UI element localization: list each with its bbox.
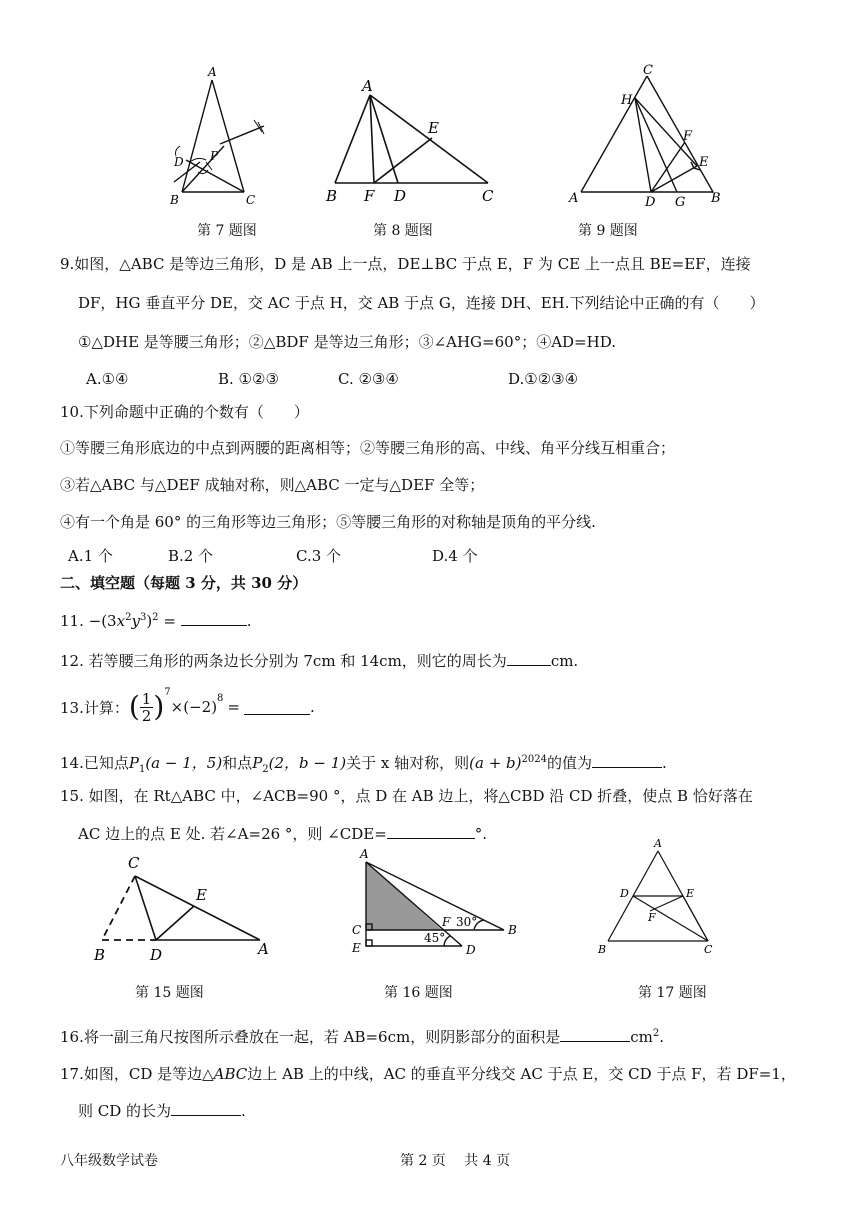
fig9-label-f: F: [683, 129, 693, 144]
q14-p2-coords: (2，b − 1): [268, 754, 347, 772]
fig16-label-f: F: [442, 915, 451, 929]
fig16-angle-45: 45°: [424, 931, 446, 945]
q13-fraction: [140, 691, 154, 724]
q11-y: y: [131, 612, 140, 630]
q13-exp7: 7: [164, 687, 171, 698]
q16-text: 16.将一副三角尺按图所示叠放在一起，若 AB=6cm，则阴影部分的面积是: [60, 1028, 561, 1046]
q10-line1: 10.下列命题中正确的个数有（ ）: [60, 403, 309, 421]
q13-prefix: 13.计算：: [60, 698, 129, 717]
q17-line1: [60, 1063, 796, 1084]
q10-option-b[interactable]: B.2 个: [168, 547, 214, 565]
fig16-label-b: B: [508, 923, 517, 937]
fig7-label-a: A: [208, 65, 217, 79]
q10-option-c[interactable]: C.3 个: [296, 547, 342, 565]
fig17-label-e: E: [686, 887, 695, 900]
footer-page: 第 2 页 共 4 页: [400, 1153, 511, 1169]
q14-sum: (a + b): [469, 754, 522, 772]
q10-line4: ④有一个角是 60° 的三角形等边三角形；⑤等腰三角形的对称轴是顶角的平分线.: [60, 513, 596, 531]
fig9-label-g: G: [675, 195, 686, 210]
fig15-label-b: B: [94, 946, 106, 964]
q13-eq: =: [227, 698, 240, 716]
fig8-label-c: C: [482, 187, 494, 205]
section-2-title: 二、填空题（每题 3 分，共 30 分）: [60, 574, 308, 592]
fig16-caption: 第 16 题图: [384, 985, 453, 1001]
fig8-label-a: A: [362, 77, 373, 95]
q14-prefix: 14.已知点: [60, 754, 129, 772]
q14-p1-coords: (a − 1，5): [145, 754, 223, 772]
q14: 14.已知点$P_1(a - 1$，5)和点$P_2(2$，b − 1)关于 x 轴对称，则$(a + b)^{2024}$的值为 .: [60, 754, 667, 775]
q10-line3: ③若△ABC 与△DEF 成轴对称，则△ABC 一定与△DEF 全等；: [60, 476, 485, 494]
fig15-caption: 第 15 题图: [135, 985, 204, 1001]
q17-line2-tail: .: [241, 1102, 246, 1120]
q11-number: 11.: [60, 612, 84, 630]
q14-p1-sub: 1: [138, 764, 146, 775]
q16-answer-blank[interactable]: [560, 1026, 630, 1042]
q16-unit-exp: 2: [652, 1028, 660, 1039]
q9-option-a[interactable]: A.①④: [86, 370, 129, 388]
fig15-label-e: E: [196, 886, 207, 904]
figure-16: [344, 842, 524, 967]
q15-line2-text: AC 边上的点 E 处. 若∠A=26 °，则 ∠CDE=: [78, 825, 387, 843]
fig15-label-c: C: [128, 854, 140, 872]
q14-exp: 2024: [521, 754, 547, 765]
q11-expr-prefix: −(3: [88, 612, 117, 630]
figure-8: [320, 75, 500, 210]
fig8-caption: 第 8 题图: [373, 223, 433, 239]
q11-x: x: [116, 612, 126, 630]
fig8-label-e: E: [428, 119, 439, 137]
fig9-caption: 第 9 题图: [578, 223, 638, 239]
fig7-label-p: P: [210, 149, 219, 163]
q13-numerator: 1: [141, 689, 152, 708]
q12-text: 12. 若等腰三角形的两条边长分别为 7cm 和 14cm，则它的周长为: [60, 652, 507, 670]
fig8-label-b: B: [326, 187, 338, 205]
q17-line1-a: 17.如图，CD 是等边△: [60, 1065, 214, 1083]
figure-15: [88, 850, 278, 970]
fig9-label-a: A: [569, 191, 579, 206]
q12-unit: cm.: [550, 652, 579, 670]
q16: [60, 1026, 664, 1047]
fig15-label-a: A: [258, 940, 269, 958]
q10-line2: ①等腰三角形底边的中点到两腰的距离相等；②等腰三角形的高、中线、角平分线互相重合；: [60, 439, 676, 457]
q14-p2: P: [252, 754, 263, 772]
figure-7: [160, 62, 280, 212]
q9-option-b[interactable]: B. ①②③: [218, 370, 279, 388]
q9-option-c[interactable]: C. ②③④: [338, 370, 399, 388]
q11-x-exp: 2: [125, 612, 132, 623]
fig9-label-d: D: [645, 195, 656, 210]
q10-option-d[interactable]: D.4 个: [432, 547, 478, 565]
figure-9: [565, 62, 735, 212]
q14-p1: P: [128, 754, 139, 772]
q13-times: ×(−2): [170, 698, 218, 716]
fig17-label-b: B: [598, 943, 607, 956]
fig9-label-c: C: [643, 63, 653, 78]
q14-after: 关于 x 轴对称，则: [346, 754, 470, 772]
q13-answer-blank[interactable]: [244, 699, 310, 715]
fig17-label-d: D: [620, 887, 629, 900]
q17-answer-blank[interactable]: [171, 1100, 241, 1116]
fig9-label-b: B: [711, 191, 721, 206]
fig8-label-f: F: [364, 187, 375, 205]
fig17-label-a: A: [654, 837, 662, 850]
fig7-label-d: D: [174, 155, 184, 169]
q9-option-d[interactable]: D.①②③④: [508, 370, 579, 388]
fig15-label-d: D: [150, 946, 163, 964]
fig16-label-c: C: [352, 923, 362, 937]
fig8-label-d: D: [394, 187, 407, 205]
q15-line2-tail: °.: [474, 825, 488, 843]
fig17-caption: 第 17 题图: [638, 985, 707, 1001]
q17-line1-abc: ABC: [213, 1065, 248, 1083]
q11: 11. $-(3x^2y^3)^2$ = .: [60, 612, 252, 630]
fig16-angle-30: 30°: [456, 915, 478, 929]
q17-line2-text: 则 CD 的长为: [78, 1102, 172, 1120]
q17-line2: [78, 1100, 246, 1121]
q10-option-a[interactable]: A.1 个: [68, 547, 113, 565]
fig7-label-c: C: [246, 193, 256, 207]
q15-answer-blank[interactable]: [387, 823, 475, 839]
fig16-label-e: E: [352, 941, 361, 955]
fig16-label-a: A: [360, 847, 369, 861]
q12-answer-blank[interactable]: [507, 650, 551, 666]
q13: 13.计算： ( $\frac{1}{2}$ ) $^7$ ×(−2) $^8$ = .: [60, 687, 315, 725]
q14-tail: 的值为: [546, 754, 592, 772]
fig7-label-b: B: [170, 193, 179, 207]
fig9-label-h: H: [621, 93, 633, 108]
q11-y-exp: 3: [139, 612, 147, 623]
q17-line1-b: 边上 AB 上的中线，AC 的垂直平分线交 AC 于点 E，交 CD 于点 F，若 DF=1，: [247, 1065, 796, 1083]
q16-unit: cm: [630, 1028, 653, 1046]
q15-line1: 15. 如图，在 Rt△ABC 中，∠ACB=90 °，点 D 在 AB 边上，将△CBD 沿 CD 折叠，使点 B 恰好落在: [60, 787, 753, 805]
q14-answer-blank[interactable]: [592, 752, 662, 768]
q11-outer-exp: 2: [152, 612, 159, 623]
q11-answer-blank[interactable]: [181, 610, 247, 626]
q14-mid: 和点: [222, 754, 253, 772]
fig7-caption: 第 7 题图: [197, 223, 257, 239]
figure-17: [590, 835, 720, 965]
q11-equals: =: [163, 612, 176, 630]
q15-line2: [78, 823, 487, 844]
fig9-label-e: E: [699, 155, 709, 170]
q14-p2-sub: 2: [262, 764, 269, 775]
q13-exp8: 8: [217, 693, 224, 704]
q12: [60, 650, 578, 671]
fig16-label-d: D: [466, 943, 476, 957]
fig17-label-f: F: [648, 911, 656, 924]
footer-left: 八年级数学试卷: [60, 1153, 158, 1169]
q13-denominator: 2: [141, 706, 152, 725]
q9-line1: 9.如图，△ABC 是等边三角形，D 是 AB 上一点，DE⊥BC 于点 E，F 为 CE 上一点且 BE=EF，连接: [60, 255, 751, 273]
q9-line3: ①△DHE 是等腰三角形；②△BDF 是等边三角形；③∠AHG=60°；④AD=HD.: [78, 333, 616, 351]
q16-tail: .: [659, 1028, 664, 1046]
fig17-label-c: C: [704, 943, 713, 956]
q9-line2: DF，HG 垂直平分 DE，交 AC 于点 H，交 AB 于点 G，连接 DH、EH.下列结论中正确的有（ ）: [78, 294, 765, 312]
